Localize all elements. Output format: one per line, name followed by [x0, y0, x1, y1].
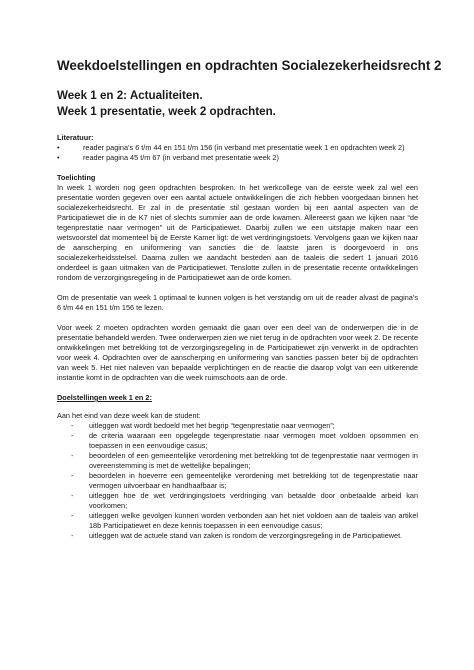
week-heading-2: Week 1 presentatie, week 2 opdrachten.: [57, 104, 276, 118]
list-item: [57, 511, 418, 531]
dash-icon: -: [71, 421, 74, 430]
doelstellingen-heading: Doelstellingen week 1 en 2:: [57, 393, 152, 402]
goal-text: uitleggen wat de actuele stand van zaken is rondom de verzorgingsregeling in de Participatiewet.: [89, 531, 403, 540]
list-item: [57, 531, 418, 541]
week-heading-1: Week 1 en 2: Actualiteiten.: [57, 89, 203, 102]
list-item: [57, 451, 418, 471]
dash-icon: -: [71, 511, 74, 520]
goal-text: uitleggen wat wordt bedoeld met het begrip “tegenprestatie naar vermogen”;: [89, 421, 335, 430]
goal-text: uitleggen welke gevolgen kunnen worden verbonden aan het niet voldoen aan de taaleis van artikel 18b Participatiewet en deze kennis toepassen in een eenvoudige casus;: [89, 511, 418, 530]
doelstellingen-list: [57, 421, 418, 541]
list-item: [57, 471, 418, 491]
goal-text: de criteria waaraan een opgelegde tegenprestatie naar vermogen moet voldoen opsommen en toepassen in een eenvoudige casus;: [89, 431, 418, 450]
dash-icon: -: [71, 531, 74, 540]
list-item: [57, 431, 418, 451]
dash-icon: -: [71, 451, 74, 460]
toelichting-heading: Toelichting: [57, 173, 96, 182]
week-headings: [57, 88, 418, 119]
goal-text: uitleggen hoe de wet verdringingstoets verdringing van betaalde door onbetaalde arbeid kan voorkomen;: [89, 491, 418, 510]
goal-text: beoordelen in hoeverre een gemeentelijke verordening met betrekking tot de tegenprestatie naar vermogen uitvoerbaar en handhaafbaar is;: [89, 471, 418, 490]
literatuur-list: [57, 143, 418, 163]
list-item: [57, 421, 418, 431]
list-item: [57, 143, 418, 153]
dash-icon: -: [71, 471, 74, 480]
bullet-icon: •: [57, 153, 60, 162]
bullet-icon: •: [57, 143, 60, 152]
toelichting-paragraph-2: Om de presentatie van week 1 optimaal te kunnen volgen is het verstandig om uit de reader alvast de pagina’s 6 t/m 44 en 151 t/m 156 te lezen.: [57, 293, 418, 312]
literatuur-heading: Literatuur:: [57, 133, 94, 142]
list-item: [57, 491, 418, 511]
literatuur-item-text: reader pagina 45 t/m 67 (in verband met presentatie week 2): [83, 153, 279, 162]
toelichting-paragraph-1: In week 1 worden nog geen opdrachten besproken. In het werkcollege van de eerste week zal wel een presentatie worden gegeven over een aantal actuele ontwikkelingen die zich hebben voorgedaan binnen het socialezekerheidsrecht. Er zal in de presentatie stil gestaan worden bij een aantal aspecten van de Participatiewet die in de K7 niet of slechts summier aan de orde kwamen. Allereerst gaan we kijken naar “de tegenprestatie naar vermogen” uit de Participatiewet. Daarbij zullen we een uitstapje maken naar een wetsvoorstel dat momenteel bij de Eerste Kamer ligt: de wet verdringingstoets. Vervolgens gaan we kijken naar de aanscherping en uniformering van sancties die de laatste jaren is doorgevoerd in ons socialezekerheidsstelsel. Daarna zullen we aandacht besteden aan de taaleis die sedert 1 januari 2016 onderdeel is gaan uitmaken van de Participatiewet. Tenslotte zullen in de presentatie recente ontwikkelingen rondom de verzorgingsregeling in de Participatiewet aan de orde komen.: [57, 183, 418, 282]
toelichting-paragraph-3: Voor week 2 moeten opdrachten worden gemaakt die gaan over een deel van de onderwerpen die in de presentatie behandeld werden. Twee onderwerpen zien we niet terug in de opdrachten voor week 2. De recente ontwikkelingen met betrekking tot de verzorgingsregeling in de Participatiewet zijn verwerkt in de opdrachten voor week 4. Opdrachten over de aanscherping en uniformering van sancties passen beter bij de opdrachten van week 5. Het niet naleven van bepaalde verplichtingen en de reactie die daarop volgt van een uitkerende instantie komt in de opdrachten van die week ruimschoots aan de orde.: [57, 323, 418, 382]
goal-text: beoordelen of een gemeentelijke verordening met betrekking tot de tegenprestatie naar vermogen in overeenstemming is met de wettelijke bepalingen;: [89, 451, 418, 470]
page-title: Weekdoelstellingen en opdrachten Socialezekerheidsrecht 2: [57, 58, 442, 73]
list-item: [57, 153, 418, 163]
dash-icon: -: [71, 431, 74, 440]
doelstellingen-intro: Aan het eind van deze week kan de student:: [57, 411, 201, 420]
literatuur-item-text: reader pagina’s 6 t/m 44 en 151 t/m 156 (in verband met presentatie week 1 en opdrachten week 2): [83, 143, 405, 152]
dash-icon: -: [71, 491, 74, 500]
